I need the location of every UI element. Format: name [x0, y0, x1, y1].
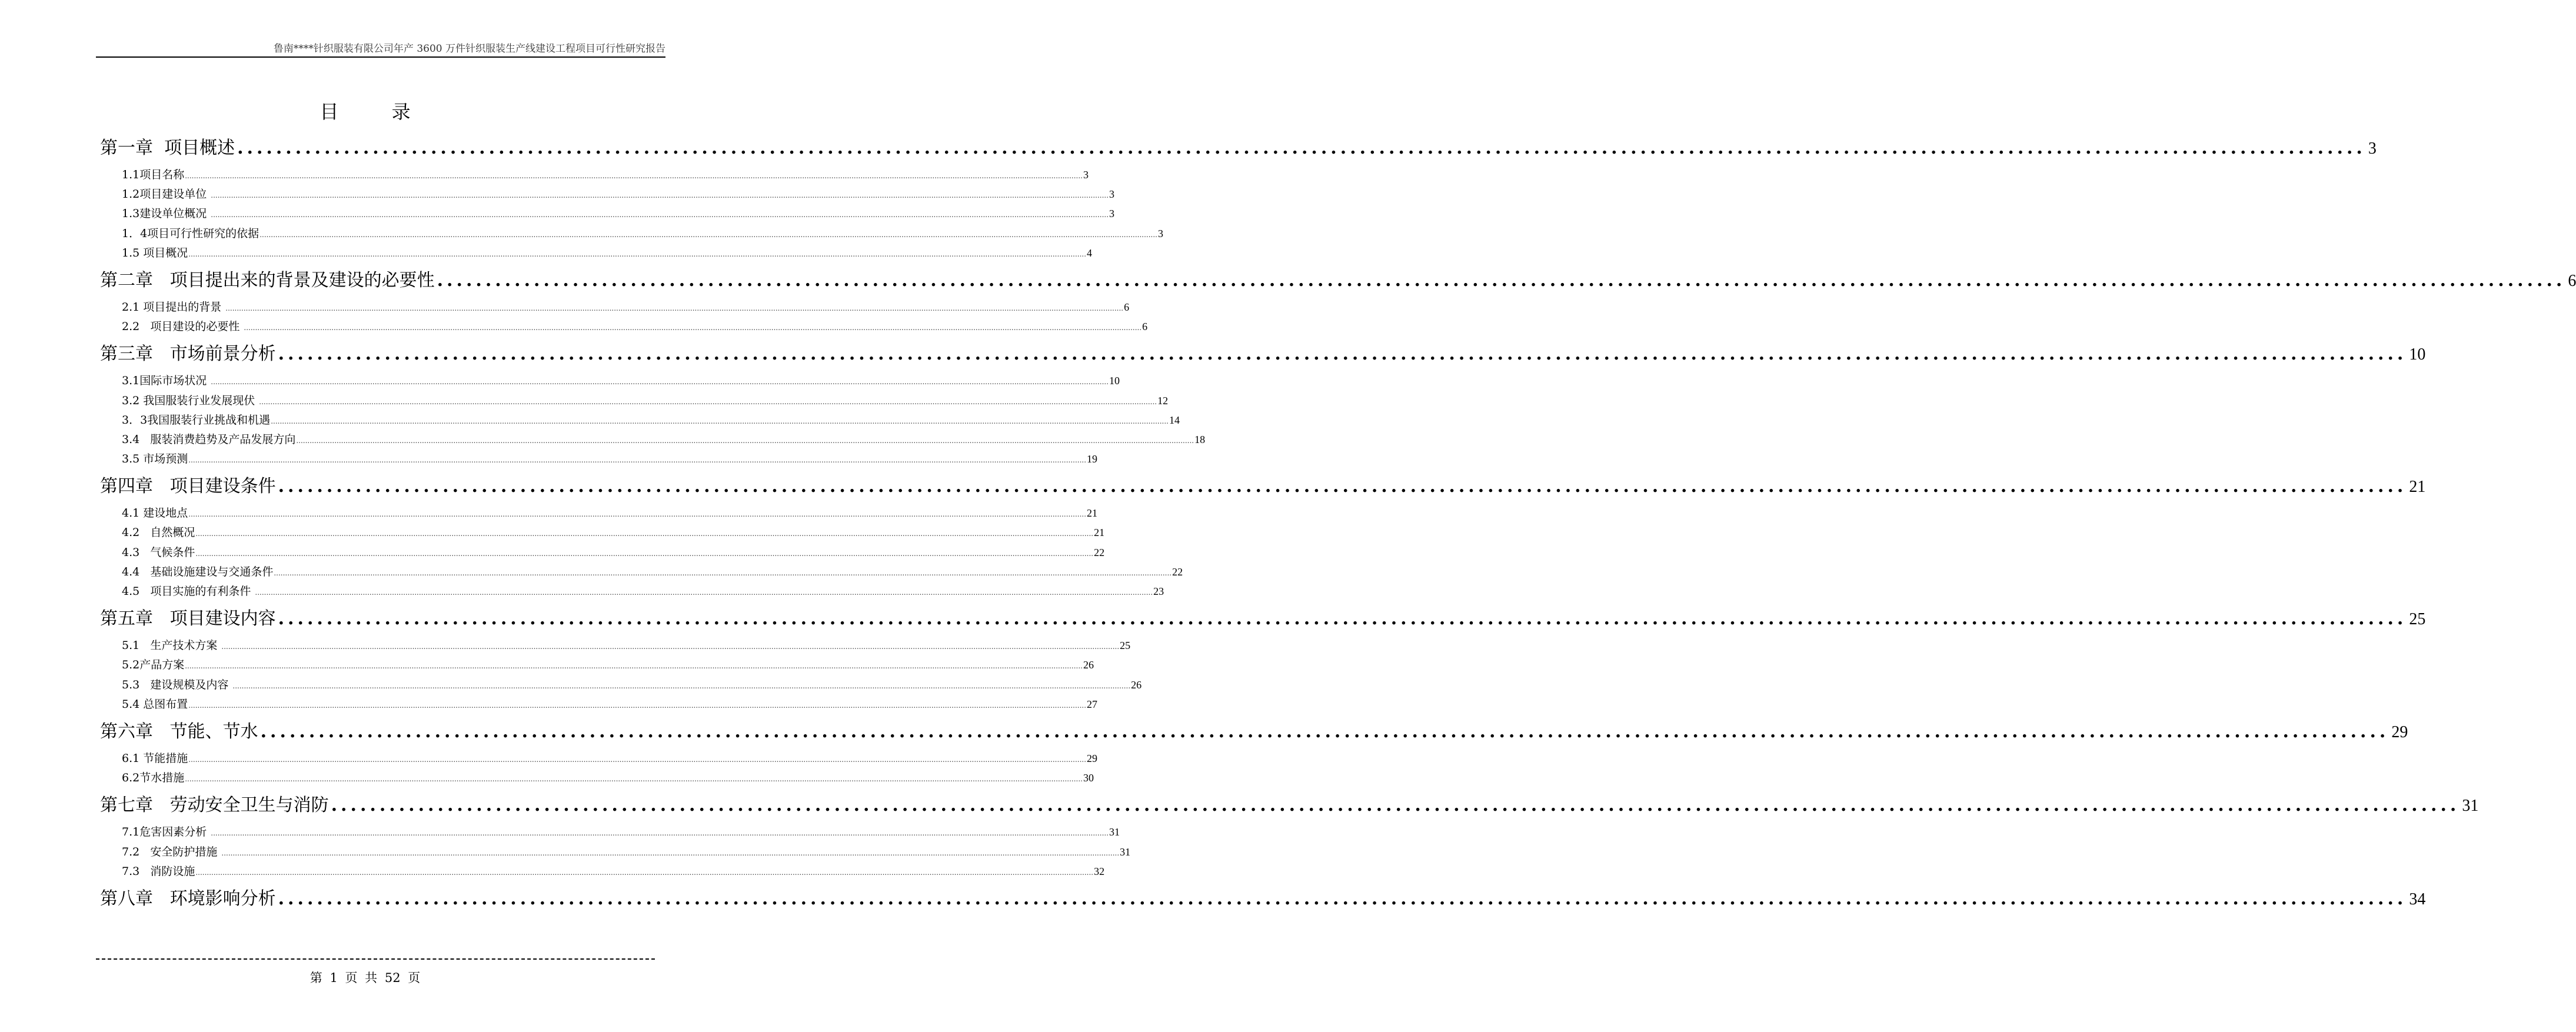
toc-section-entry[interactable] [100, 244, 1093, 263]
chapter-page-number: 31 [2462, 797, 2479, 815]
dot-leader: ................................................................................................................................................................................................................................................................................................................................................................................................................ [259, 397, 1157, 406]
section-title: 1.2项目建设单位 [122, 188, 211, 201]
dot-leader: ................................................................................................................................................................................................................................................................................................................................................................................................................ [185, 172, 1083, 180]
table-of-contents [100, 134, 2576, 913]
section-title: 4.1 建设地点 [122, 507, 188, 520]
dot-leader: ................................................................................................................................................................................................................................................................................................................................................................................................................ [225, 304, 1124, 312]
toc-section-entry[interactable] [100, 450, 1098, 469]
dot-leader: ................................................................................................................................................................................................................................................................................................................................................................................................................ [195, 868, 1094, 877]
section-page-number: 30 [1083, 772, 1094, 784]
section-page-number: 25 [1120, 640, 1131, 652]
dot-leader: ................................................................................................................................................................................................................................................................................................................................................................................................................ [255, 588, 1153, 597]
dot-leader: ................................................................................................................................................................................................................................................................................................................................................................................................................ [185, 662, 1083, 671]
toc-section-entry[interactable] [100, 204, 1115, 224]
section-page-number: 6 [1142, 321, 1148, 333]
chapter-page-number: 10 [2409, 345, 2426, 364]
section-title: 4.2 自然概况 [122, 526, 195, 540]
section-title: 6.2节水措施 [122, 771, 185, 785]
section-page-number: 23 [1153, 585, 1164, 597]
chapter-page-number: 6 [2568, 271, 2576, 290]
section-page-number: 26 [1131, 678, 1142, 691]
section-title: 3.4 服装消费趋势及产品发展方向 [122, 432, 296, 446]
section-title: 3．3我国服装行业挑战和机遇 [122, 413, 271, 427]
dot-leader: ................................................................................................................................................................................................................................................................................................................................................................................................................ [211, 829, 1109, 838]
toc-section-entry[interactable] [100, 543, 1105, 562]
section-title: 7.2 安全防护措施 [122, 845, 221, 858]
section-title: 4.3 气候条件 [122, 545, 195, 559]
chapter-title: 第五章 项目建设内容 [100, 608, 276, 630]
section-title: 7.3 消防设施 [122, 864, 195, 878]
chapter-title: 第二章 项目提出来的背景及建设的必要性 [100, 269, 435, 291]
toc-section-entry[interactable] [100, 695, 1098, 714]
header-rule [96, 56, 665, 58]
page-number: 第 1 页 共 52 页 [309, 971, 421, 985]
chapter-page-number: 21 [2409, 478, 2426, 497]
section-page-number: 3 [1083, 169, 1089, 181]
toc-section-entry[interactable] [100, 317, 1148, 337]
toc-section-entry[interactable] [100, 430, 1206, 450]
toc-section-entry[interactable] [100, 636, 1131, 655]
toc-chapter-entry[interactable] [100, 472, 2426, 500]
section-page-number: 14 [1169, 414, 1180, 426]
toc-chapter-entry[interactable] [100, 134, 2377, 162]
dot-leader: ................................................................................................................................................................................................................................................................................................................................................................................................................ [221, 848, 1120, 857]
toc-section-entry[interactable] [100, 582, 1164, 601]
section-page-number: 29 [1087, 752, 1098, 764]
dot-leader: ................................................................................................................................................................................................................................................................................................................................................................................................................ [185, 775, 1083, 784]
section-page-number: 31 [1109, 826, 1120, 838]
dot-leader: ............................................................................................................................................................................................................................ [331, 795, 2460, 816]
chapter-title: 第七章 劳动安全卫生与消防 [100, 795, 329, 816]
section-title: 3.2 我国服装行业发展现伏 [122, 394, 259, 407]
dot-leader: ................................................................................................................................................................................................................................................................................................................................................................................................................ [274, 568, 1172, 577]
section-page-number: 22 [1172, 565, 1183, 578]
toc-section-entry[interactable] [100, 371, 1120, 391]
section-title: 5.2产品方案 [122, 658, 185, 672]
toc-section-entry[interactable] [100, 862, 1105, 881]
dot-leader: ............................................................................................................................................................................................................................ [278, 476, 2407, 497]
dot-leader: ................................................................................................................................................................................................................................................................................................................................................................................................................ [188, 249, 1087, 258]
chapter-page-number: 34 [2409, 890, 2426, 908]
toc-section-entry[interactable] [100, 749, 1098, 768]
dot-leader: ................................................................................................................................................................................................................................................................................................................................................................................................................ [259, 230, 1157, 239]
dot-leader: ............................................................................................................................................................................................................................ [278, 888, 2407, 909]
section-page-number: 6 [1124, 301, 1130, 313]
toc-section-entry[interactable] [100, 391, 1169, 411]
section-page-number: 31 [1120, 845, 1131, 858]
section-title: 5.1 生产技术方案 [122, 639, 221, 653]
section-page-number: 12 [1157, 394, 1169, 407]
section-page-number: 3 [1109, 188, 1115, 201]
section-page-number: 18 [1194, 433, 1206, 445]
toc-section-entry[interactable] [100, 165, 1089, 185]
chapter-page-number: 29 [2391, 723, 2408, 741]
section-page-number: 3 [1157, 227, 1163, 239]
section-title: 5.4 总图布置 [122, 697, 188, 711]
section-page-number: 26 [1083, 659, 1094, 671]
dot-leader: ............................................................................................................................................................................................................................ [278, 344, 2407, 365]
toc-section-entry[interactable] [100, 224, 1163, 244]
section-title: 3.5 市场预测 [122, 452, 188, 466]
section-page-number: 4 [1087, 247, 1093, 259]
toc-section-entry[interactable] [100, 504, 1098, 523]
section-page-number: 10 [1109, 375, 1120, 387]
chapter-title: 第八章 环境影响分析 [100, 888, 276, 909]
toc-section-entry[interactable] [100, 843, 1131, 862]
toc-section-entry[interactable] [100, 298, 1130, 317]
section-title: 1.1项目名称 [122, 168, 185, 181]
section-page-number: 3 [1109, 208, 1115, 220]
toc-section-entry[interactable] [100, 185, 1115, 204]
toc-section-entry[interactable] [100, 655, 1094, 675]
toc-chapter-entry[interactable] [100, 267, 2576, 294]
dot-leader: ............................................................................................................................................................................................................................ [260, 721, 2389, 742]
dot-leader: ................................................................................................................................................................................................................................................................................................................................................................................................................ [195, 530, 1094, 538]
section-page-number: 27 [1087, 698, 1098, 710]
section-title: 1．4项目可行性研究的依据 [122, 227, 259, 240]
chapter-page-number: 25 [2409, 610, 2426, 629]
dot-leader: ................................................................................................................................................................................................................................................................................................................................................................................................................ [188, 456, 1087, 465]
toc-section-entry[interactable] [100, 675, 1142, 695]
chapter-title: 第六章 节能、节水 [100, 721, 258, 742]
section-title: 3.1国际市场状况 [122, 374, 211, 388]
section-title: 2.1 项目提出的背景 [122, 300, 225, 314]
dot-leader: ................................................................................................................................................................................................................................................................................................................................................................................................................ [244, 324, 1142, 332]
toc-section-entry[interactable] [100, 562, 1183, 582]
chapter-title: 第四章 项目建设条件 [100, 476, 276, 497]
dot-leader: ................................................................................................................................................................................................................................................................................................................................................................................................................ [296, 436, 1194, 445]
footer-rule [96, 958, 655, 960]
toc-chapter-entry[interactable] [100, 718, 2408, 745]
section-title: 2.2 项目建设的必要性 [122, 320, 244, 334]
running-header: 鲁南****针织服装有限公司年产 3600 万件针织服装生产线建设工程项目可行性研究报告 [273, 43, 665, 55]
section-page-number: 19 [1087, 453, 1098, 465]
toc-chapter-entry[interactable] [100, 791, 2479, 819]
section-title: 4.5 项目实施的有利条件 [122, 585, 255, 598]
section-title: 7.1危害因素分析 [122, 825, 211, 839]
toc-chapter-entry[interactable] [100, 340, 2426, 368]
toc-chapter-entry[interactable] [100, 885, 2426, 913]
section-title: 6.1 节能措施 [122, 751, 188, 765]
dot-leader: ............................................................................................................................................................................................................................ [278, 608, 2407, 630]
dot-leader: ................................................................................................................................................................................................................................................................................................................................................................................................................ [221, 642, 1120, 651]
dot-leader: ................................................................................................................................................................................................................................................................................................................................................................................................................ [211, 211, 1109, 219]
dot-leader: ................................................................................................................................................................................................................................................................................................................................................................................................................ [195, 549, 1094, 558]
section-page-number: 21 [1087, 507, 1098, 520]
dot-leader: ................................................................................................................................................................................................................................................................................................................................................................................................................ [271, 417, 1169, 425]
section-title: 4.4 基础设施建设与交通条件 [122, 565, 274, 578]
section-page-number: 21 [1094, 527, 1105, 539]
chapter-title: 第一章 项目概述 [100, 138, 235, 158]
section-page-number: 22 [1094, 546, 1105, 558]
toc-section-entry[interactable] [100, 823, 1120, 842]
section-title: 1.5 项目概况 [122, 246, 188, 259]
toc-title: 目 录 [319, 101, 434, 123]
section-title: 5.3 建设规模及内容 [122, 678, 232, 691]
dot-leader: ................................................................................................................................................................................................................................................................................................................................................................................................................ [211, 378, 1109, 387]
dot-leader: ................................................................................................................................................................................................................................................................................................................................................................................................................ [232, 681, 1131, 690]
section-page-number: 32 [1094, 865, 1105, 877]
dot-leader: ............................................................................................................................................................................................................................ [437, 269, 2566, 291]
chapter-page-number: 3 [2368, 139, 2377, 158]
section-title: 1.3建设单位概况 [122, 207, 211, 221]
dot-leader: ................................................................................................................................................................................................................................................................................................................................................................................................................ [211, 191, 1109, 200]
toc-section-entry[interactable] [100, 411, 1180, 430]
toc-section-entry[interactable] [100, 768, 1094, 788]
chapter-title: 第三章 市场前景分析 [100, 344, 276, 365]
dot-leader: ................................................................................................................................................................................................................................................................................................................................................................................................................ [188, 755, 1087, 764]
toc-chapter-entry[interactable] [100, 605, 2426, 632]
dot-leader: ................................................................................................................................................................................................................................................................................................................................................................................................................ [188, 510, 1087, 519]
dot-leader: ................................................................................................................................................................................................................................................................................................................................................................................................................ [188, 701, 1087, 710]
dot-leader: ............................................................................................................................................................................................................................ [237, 138, 2366, 158]
toc-section-entry[interactable] [100, 523, 1105, 542]
